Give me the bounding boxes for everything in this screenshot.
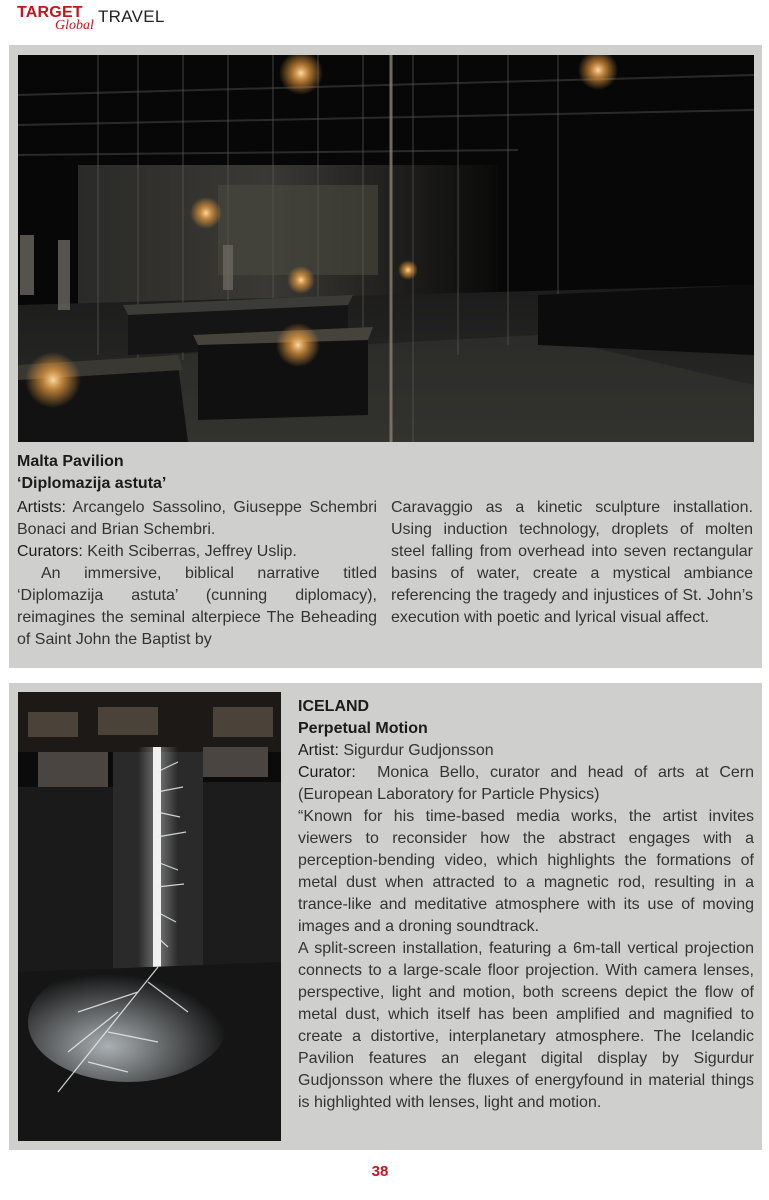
malta-heading <box>17 451 377 495</box>
malta-artists-value: Arcangelo Sassolino, Giuseppe Schembri Bonaci and Brian Schembri. <box>17 499 378 538</box>
malta-description-continued: Caravaggio as a kinetic sculpture installation. Using induction technology, droplets of molten steel falling from overhead into seven rectangular basins of water, create a mystical ambiance referencing the tragedy and injustices of St. John’s execution with poetic and lyrical visual affect. <box>391 499 753 626</box>
malta-column-left <box>17 497 377 651</box>
malta-description: An immersive, biblical narrative titled ‘Diplomazija astuta’ (cunning diplomacy), reimagines the seminal alterpiece The Beheading of Saint John the Baptist by <box>17 565 377 648</box>
iceland-paragraph-1: “Known for his time-based media works, the artist invites viewers to reconsider how the abstract engages with a perception-bending video, which highlights the formations of metal dust when attracted to a magnetic rod, resulting in a trance-like and meditative atmosphere with its use of moving images and a droning soundtrack. <box>298 808 754 935</box>
malta-installation-photo <box>18 55 754 442</box>
malta-curators-label: Curators: <box>17 543 83 560</box>
page-number: 38 <box>371 1163 389 1180</box>
iceland-curator-label: Curator: <box>298 764 356 781</box>
malta-artists <box>17 497 377 541</box>
malta-curators <box>17 541 377 563</box>
logo-main-text: TARGET <box>17 4 83 21</box>
section-label: TRAVEL <box>98 7 165 26</box>
iceland-curator-value: Monica Bello, curator and head of arts at Cern (European Laboratory for Particle Physics) <box>298 764 754 803</box>
iceland-artist-label: Artist: <box>298 742 339 759</box>
iceland-installation-photo <box>18 692 281 1141</box>
iceland-curator <box>298 762 754 806</box>
iceland-artist-value: Sigurdur Gudjonsson <box>343 742 494 759</box>
malta-curators-value: Keith Sciberras, Jeffrey Uslip. <box>87 543 297 560</box>
iceland-pavilion-name: ICELAND <box>298 698 370 715</box>
malta-pavilion-name: Malta Pavilion <box>17 453 124 470</box>
logo-sub-text: Global <box>55 18 94 33</box>
malta-pavilion-panel <box>9 45 762 668</box>
iceland-work-title: Perpetual Motion <box>298 720 428 737</box>
malta-column-right <box>391 497 753 629</box>
malta-work-title: ‘Diplomazija astuta’ <box>17 475 167 492</box>
iceland-pavilion-panel <box>9 683 762 1150</box>
page-header <box>0 0 769 40</box>
iceland-artist <box>298 740 754 762</box>
target-global-logo <box>17 5 97 37</box>
iceland-text <box>298 696 754 1114</box>
malta-artists-label: Artists: <box>17 499 66 516</box>
iceland-paragraph-2: A split-screen installation, featuring a 6m-tall vertical projection connects to a large-scale floor projection. With camera lenses, perspective, light and motion, both screens depict the flow of metal dust, which itself has been amplified and magnified to create a distortive, interplanetary atmosphere. The Icelandic Pavilion features an elegant digital display by Sigurdur Gudjonsson where the fluxes of energyfound in material things is highlighted with lenses, light and motion. <box>298 940 754 1111</box>
